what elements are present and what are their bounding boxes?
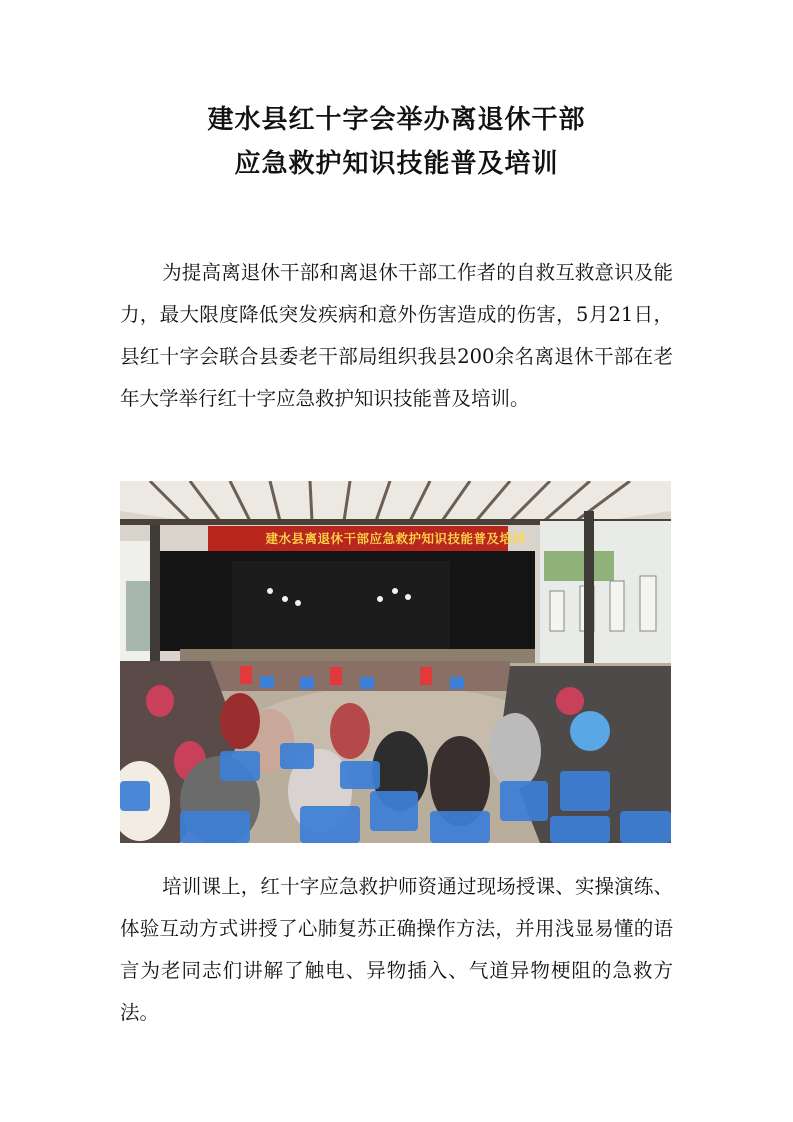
paragraph-2-text: 培训课上，红十字应急救护师资通过现场授课、实操演练、体验互动方式讲授了心肺复苏正确操作方法，并用浅显易懂的语言为老同志们讲解了触电、异物插入、气道异物梗阻的急救方法。 xyxy=(120,875,673,1024)
article-title-line2: 应急救护知识技能普及培训 xyxy=(234,149,559,179)
stage-banner-text: 建水县离退休干部应急救护知识技能普及培训 xyxy=(265,531,526,546)
article-paragraph-1 xyxy=(120,252,673,420)
training-photo xyxy=(120,481,671,843)
article-paragraph-2 xyxy=(120,866,673,1034)
article-title-line1: 建水县红十字会举办离退休干部 xyxy=(207,105,586,135)
paragraph-1-text: 为提高离退休干部和离退休干部工作者的自救互救意识及能力，最大限度降低突发疾病和意外伤害造成的伤害，5月21日，县红十字会联合县委老干部局组织我县200余名离退休干部在老年大学举行红十字应急救护知识技能普及培训。 xyxy=(120,261,673,410)
